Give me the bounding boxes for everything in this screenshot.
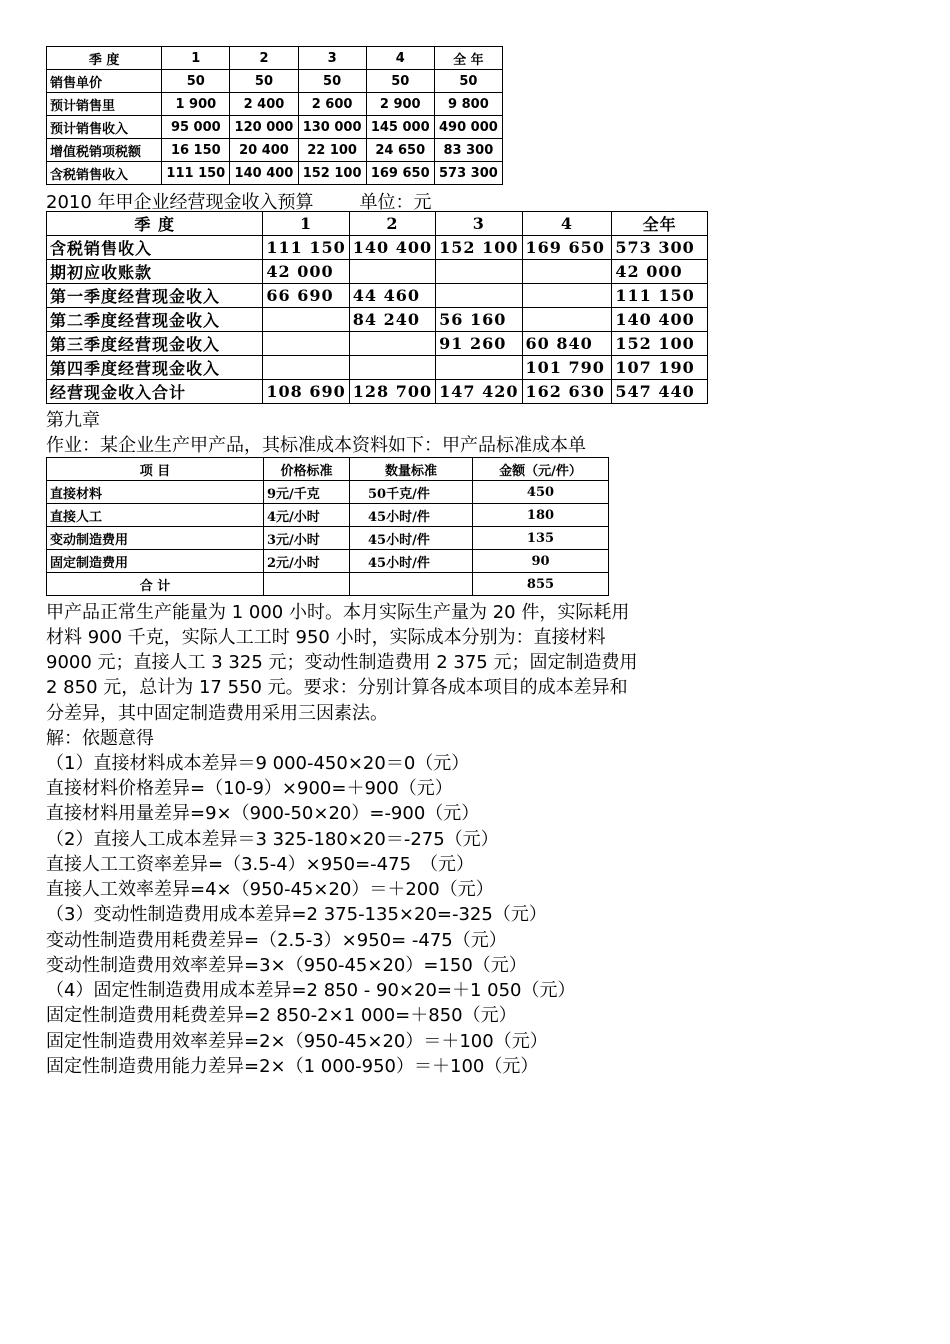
table-cell: 22 100 (298, 139, 366, 162)
solution-line: 直接材料用量差异=9×（900-50×20）=-900（元） (46, 803, 480, 824)
row-label: 变动制造费用 (47, 527, 264, 550)
table-cell: 152 100 (436, 236, 522, 260)
table-cell: 111 150 (263, 236, 349, 260)
table-cell: 9元/千克 (264, 481, 350, 504)
row-label: 直接材料 (47, 481, 264, 504)
table-cell: 2 600 (298, 93, 366, 116)
table-cell: 180 (473, 504, 609, 527)
row-label: 第四季度经营现金收入 (47, 356, 263, 380)
table-row (47, 70, 503, 93)
table-cell: 90 (473, 550, 609, 573)
solution-line: （3）变动性制造费用成本差异=2 375-135×20=-325（元） (46, 904, 547, 925)
table-row (47, 356, 708, 380)
table-row (47, 139, 503, 162)
table-cell: 20 400 (230, 139, 298, 162)
table-cell: 42 000 (612, 260, 708, 284)
solution-line: 解：依题意得 (46, 728, 154, 749)
header-cell: 季 度 (47, 47, 162, 70)
table-cell: 111 150 (162, 162, 230, 185)
table-row (47, 380, 708, 404)
table-cell: 120 000 (230, 116, 298, 139)
row-label: 增值税销项税额 (47, 139, 162, 162)
header-cell: 数量标准 (350, 458, 473, 481)
table-cell (263, 356, 349, 380)
table-cell (436, 356, 522, 380)
row-label: 固定制造费用 (47, 550, 264, 573)
row-label: 直接人工 (47, 504, 264, 527)
table-cell (349, 260, 435, 284)
row-label: 预计销售里 (47, 93, 162, 116)
header-cell: 2 (230, 47, 298, 70)
table-cell: 130 000 (298, 116, 366, 139)
table-cell: 140 400 (612, 308, 708, 332)
standard-cost-table (46, 457, 609, 596)
paragraph-line: 材料 900 千克，实际人工工时 950 小时，实际成本分别为：直接材料 (46, 627, 606, 648)
header-cell: 季 度 (47, 212, 263, 236)
table-cell: 450 (473, 481, 609, 504)
table-row (47, 260, 708, 284)
solution-line: 变动性制造费用效率差异=3×（950-45×20）=150（元） (46, 955, 527, 976)
table-cell (349, 332, 435, 356)
table-row (47, 116, 503, 139)
table-cell: 42 000 (263, 260, 349, 284)
table-cell: 45小时/件 (350, 504, 473, 527)
table-cell (522, 284, 612, 308)
table-cell: 169 650 (366, 162, 434, 185)
table-cell: 50 (434, 70, 502, 93)
table-cell: 66 690 (263, 284, 349, 308)
table-cell: 44 460 (349, 284, 435, 308)
table-cell: 95 000 (162, 116, 230, 139)
solution-line: （1）直接材料成本差异＝9 000-450×20＝0（元） (46, 753, 470, 774)
solution-line: 固定性制造费用效率差异=2×（950-45×20）＝＋100（元） (46, 1031, 548, 1052)
table-cell: 101 790 (522, 356, 612, 380)
table-cell: 855 (473, 573, 609, 596)
table-cell: 83 300 (434, 139, 502, 162)
table-cell: 4元/小时 (264, 504, 350, 527)
table-cell (349, 356, 435, 380)
row-label: 经营现金收入合计 (47, 380, 263, 404)
table-cell (263, 332, 349, 356)
table-cell: 50 (298, 70, 366, 93)
header-cell: 金额（元/件） (473, 458, 609, 481)
solution-line: 变动性制造费用耗费差异=（2.5-3）×950= -475（元） (46, 930, 507, 951)
table-header-row (47, 47, 503, 70)
table-cell: 50 (162, 70, 230, 93)
header-cell: 1 (162, 47, 230, 70)
paragraph-line: 2 850 元，总计为 17 550 元。要求：分别计算各成本项目的成本差异和 (46, 677, 628, 698)
table-cell: 50 (366, 70, 434, 93)
header-cell: 全 年 (434, 47, 502, 70)
header-cell: 4 (366, 47, 434, 70)
table-row (47, 527, 609, 550)
unit-label: 单位：元 (359, 192, 432, 213)
table-cell (436, 260, 522, 284)
row-label: 预计销售收入 (47, 116, 162, 139)
table-row (47, 162, 503, 185)
paragraph-line: 9000 元；直接人工 3 325 元；变动性制造费用 2 375 元；固定制造费用 (46, 652, 638, 673)
table-header-row (47, 212, 708, 236)
table-cell (436, 284, 522, 308)
table-cell: 3元/小时 (264, 527, 350, 550)
row-label: 第三季度经营现金收入 (47, 332, 263, 356)
solution-line: （2）直接人工成本差异＝3 325-180×20＝-275（元） (46, 829, 499, 850)
table-cell: 140 400 (349, 236, 435, 260)
row-label: 第一季度经营现金收入 (47, 284, 263, 308)
table-cell: 45小时/件 (350, 527, 473, 550)
row-label: 第二季度经营现金收入 (47, 308, 263, 332)
header-cell: 3 (298, 47, 366, 70)
table-cell: 1 900 (162, 93, 230, 116)
table-row (47, 236, 708, 260)
table-cell: 50 (230, 70, 298, 93)
table-cell: 152 100 (298, 162, 366, 185)
table-cell: 107 190 (612, 356, 708, 380)
table-cell: 50千克/件 (350, 481, 473, 504)
table-cell: 152 100 (612, 332, 708, 356)
paragraph-line: 分差异，其中固定制造费用采用三因素法。 (46, 703, 388, 724)
solution-line: 直接人工工资率差异=（3.5-4）×950=-475 （元） (46, 854, 475, 875)
header-cell: 3 (436, 212, 522, 236)
table-cell: 2 400 (230, 93, 298, 116)
chapter-heading: 第九章 (46, 410, 100, 431)
table-cell: 2 900 (366, 93, 434, 116)
cash-budget-title: 2010 年甲企业经营现金收入预算 (46, 192, 314, 213)
table-cell: 169 650 (522, 236, 612, 260)
table-cell: 84 240 (349, 308, 435, 332)
table-cell: 128 700 (349, 380, 435, 404)
solution-line: （4）固定性制造费用成本差异=2 850 - 90×20=＋1 050（元） (46, 980, 576, 1001)
table-cell: 16 150 (162, 139, 230, 162)
table-cell: 162 630 (522, 380, 612, 404)
table-total-row (47, 573, 609, 596)
table-cell: 60 840 (522, 332, 612, 356)
sales-budget-table (46, 46, 503, 185)
table-cell: 145 000 (366, 116, 434, 139)
table-cell: 573 300 (434, 162, 502, 185)
table-cell: 573 300 (612, 236, 708, 260)
table-cell (263, 308, 349, 332)
table-cell: 45小时/件 (350, 550, 473, 573)
row-label: 含税销售收入 (47, 162, 162, 185)
table-cell (264, 573, 350, 596)
header-cell: 全年 (612, 212, 708, 236)
table-cell: 91 260 (436, 332, 522, 356)
solution-line: 直接人工效率差异=4×（950-45×20）＝＋200（元） (46, 879, 494, 900)
table-cell: 111 150 (612, 284, 708, 308)
table-cell: 2元/小时 (264, 550, 350, 573)
table-row (47, 93, 503, 116)
row-label: 合 计 (47, 573, 264, 596)
table-cell: 56 160 (436, 308, 522, 332)
assignment-text: 作业：某企业生产甲产品，其标准成本资料如下：甲产品标准成本单 (46, 435, 586, 456)
table-cell: 147 420 (436, 380, 522, 404)
table-cell: 140 400 (230, 162, 298, 185)
paragraph-line: 甲产品正常生产能量为 1 000 小时。本月实际生产量为 20 件，实际耗用 (46, 602, 630, 623)
table-cell: 490 000 (434, 116, 502, 139)
table-cell: 24 650 (366, 139, 434, 162)
table-row (47, 550, 609, 573)
solution-line: 固定性制造费用能力差异=2×（1 000-950）＝＋100（元） (46, 1056, 539, 1077)
table-cell: 108 690 (263, 380, 349, 404)
table-cell (522, 308, 612, 332)
solution-line: 直接材料价格差异=（10-9）×900=＋900（元） (46, 778, 453, 799)
table-cell: 9 800 (434, 93, 502, 116)
row-label: 销售单价 (47, 70, 162, 93)
table-row (47, 284, 708, 308)
cash-receipts-table (46, 211, 708, 404)
table-row (47, 481, 609, 504)
table-cell: 547 440 (612, 380, 708, 404)
table-row (47, 308, 708, 332)
row-label: 期初应收账款 (47, 260, 263, 284)
table-cell (522, 260, 612, 284)
row-label: 含税销售收入 (47, 236, 263, 260)
table-row (47, 332, 708, 356)
table-cell (350, 573, 473, 596)
header-cell: 价格标准 (264, 458, 350, 481)
solution-line: 固定性制造费用耗费差异=2 850-2×1 000=＋850（元） (46, 1005, 517, 1026)
header-cell: 项 目 (47, 458, 264, 481)
table-row (47, 504, 609, 527)
table-header-row (47, 458, 609, 481)
table-cell: 135 (473, 527, 609, 550)
header-cell: 2 (349, 212, 435, 236)
header-cell: 1 (263, 212, 349, 236)
header-cell: 4 (522, 212, 612, 236)
